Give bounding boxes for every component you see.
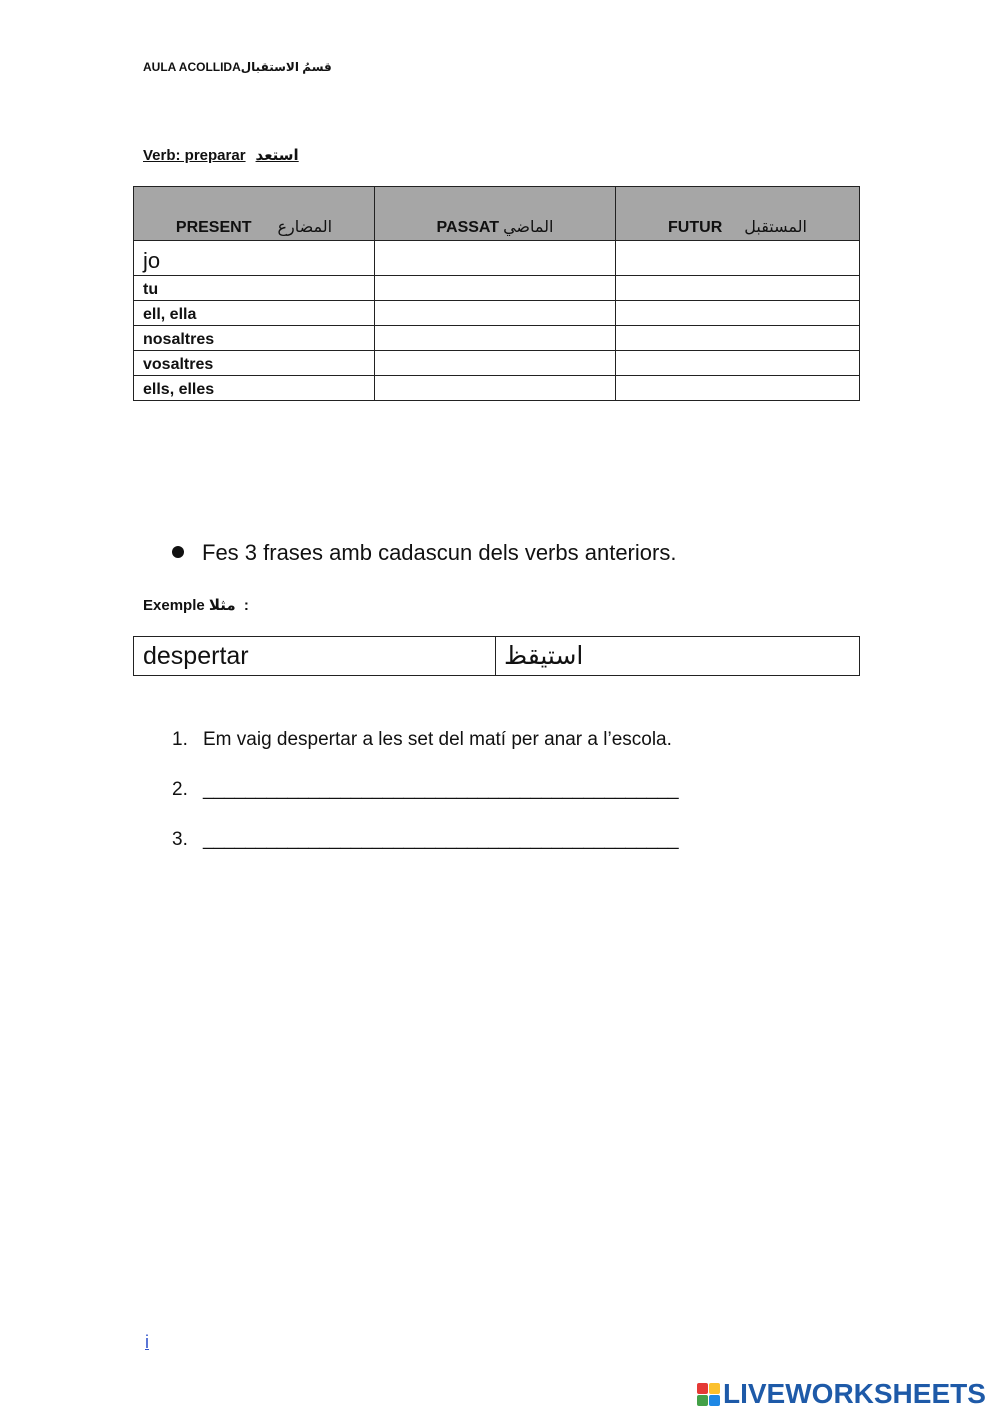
column-header-passat [375, 187, 616, 241]
example-label-colon: : [243, 597, 249, 614]
example-label-text: Exemple [143, 597, 205, 614]
brand-logo [697, 1378, 986, 1410]
table-row [134, 301, 860, 326]
brand-logo-icon [697, 1383, 720, 1406]
answer-cell[interactable] [375, 276, 616, 301]
column-header-arabic: الماضي [503, 219, 554, 236]
answer-cell[interactable] [375, 301, 616, 326]
column-header-label: FUTUR [668, 219, 723, 236]
conjugation-header-row [134, 187, 860, 241]
table-row [134, 326, 860, 351]
instruction-text: Fes 3 frases amb cadascun dels verbs anteriors. [202, 540, 677, 565]
verb-title [143, 146, 299, 164]
table-row [134, 241, 860, 276]
answer-cell[interactable] [375, 351, 616, 376]
answer-cell-present[interactable] [375, 241, 616, 276]
logo-square [697, 1395, 708, 1406]
example-word-arabic: استيقظ [496, 637, 860, 676]
column-header-futur [616, 187, 860, 241]
sentence-item[interactable] [172, 779, 679, 801]
pronoun-cell: jo [134, 241, 375, 276]
example-word: despertar [134, 637, 496, 676]
brand-name: LIVEWORKSHEETS [723, 1378, 986, 1409]
pronoun-cell: vosaltres [134, 351, 375, 376]
column-header-label: PASSAT [436, 219, 500, 236]
table-row [134, 376, 860, 401]
answer-cell[interactable] [616, 276, 860, 301]
example-table [133, 636, 860, 676]
answer-cell[interactable] [616, 351, 860, 376]
conjugation-table [133, 186, 860, 401]
example-label-arabic: مثلا [208, 597, 236, 614]
logo-square [697, 1383, 708, 1394]
pronoun-cell: ell, ella [134, 301, 375, 326]
answer-cell-futur[interactable] [616, 241, 860, 276]
pronoun-cell: ells, elles [134, 376, 375, 401]
sentence-text: Em vaig despertar a les set del matí per anar a l’escola. [203, 729, 672, 750]
sentence-number: 3. [172, 829, 188, 850]
sentence-blank-line[interactable]: _____________________________________________ [203, 779, 679, 800]
answer-cell[interactable] [616, 376, 860, 401]
answer-cell[interactable] [616, 301, 860, 326]
verb-title-text: Verb: preparar [143, 147, 246, 164]
verb-title-arabic: استعد [255, 147, 299, 164]
column-header-arabic: المستقبل [744, 219, 807, 236]
page-header-label: AULA ACOLLIDAقسمُ الاستقبال [143, 60, 332, 74]
answer-cell[interactable] [375, 326, 616, 351]
logo-square [709, 1395, 720, 1406]
logo-square [709, 1383, 720, 1394]
instruction [172, 540, 676, 566]
sentence-number: 1. [172, 729, 188, 750]
column-header-arabic: المضارع [277, 219, 333, 236]
footer-link[interactable]: i [145, 1332, 149, 1352]
pronoun-cell: tu [134, 276, 375, 301]
sentence-item [172, 729, 672, 751]
pronoun-cell: nosaltres [134, 326, 375, 351]
answer-cell[interactable] [375, 376, 616, 401]
example-row [134, 637, 860, 676]
sentence-blank-line[interactable]: _____________________________________________ [203, 829, 679, 850]
sentence-number: 2. [172, 779, 188, 800]
table-row [134, 351, 860, 376]
column-header-present [134, 187, 375, 241]
answer-cell[interactable] [616, 326, 860, 351]
table-row [134, 276, 860, 301]
example-label [143, 596, 249, 614]
sentence-item[interactable] [172, 829, 679, 851]
bullet-icon [172, 546, 184, 558]
column-header-label: PRESENT [175, 219, 252, 236]
